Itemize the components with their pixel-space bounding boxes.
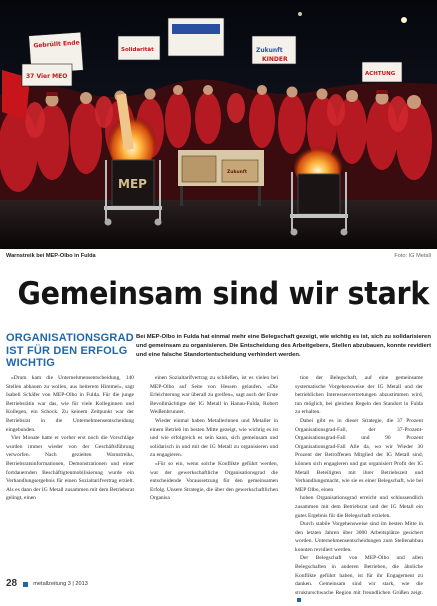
body-paragraph-text: Der Belegschaft von MEP-Olbo und allen Belegschaften in anderen Betrieben, die ähnliche Konflikte geführt haben, ist für ihr Engagement zu danken. Gemeinsam sind wir stark, wie die strukturschwache Region mit freundlichen Grüßen zeigt.	[295, 555, 423, 596]
page-footer	[6, 577, 88, 591]
body-paragraph: Durch stabile Vorgehensweise sind im besten Mitte in den letzten Jahren über 3000 Arbeitsplätze gesichert worden. Unternehmensentscheidungen zum Stellenabbau konnten revidiert werden.	[295, 521, 423, 553]
sign-text-2: 37 Vier MEO	[26, 73, 68, 80]
sign-text-3: Solidarität	[121, 47, 154, 53]
protest-photo	[0, 0, 437, 249]
body-paragraph	[295, 554, 423, 606]
photo-credit: Foto: IG Metall	[394, 253, 431, 259]
body-paragraph: einen Sozialtarifvertrag zu schließen, ist es vielen bei MEP-Olbo auf Seite von Hessen gelaufen. »Die Erleichterung war überall zu greifen«, sagt auch der Erste Bevollmächtigte der IG Metall in Hanau-Fulda, Robert Weißenbrunner.	[150, 375, 278, 416]
sign-text-5: KINDER	[262, 56, 288, 63]
body-paragraph: hohen Organisationsgrad erreicht und schlussendlich zusammen mit dem Betriebsrat und der IG Metall ein gutes Ergebnis für die Belegschaft erzielen.	[295, 495, 423, 519]
sign-text-6: ACHTUNG	[365, 71, 396, 77]
carton-label: Zukunft	[227, 170, 247, 175]
sign-text-1: Gebrüllt Ende	[33, 39, 80, 50]
body-paragraph: tion der Belegschaft, auf eine gemeinsame systematische Vorgehensweise der IG Metall und der betrieblichen Interessenvertretungen abzustimmen wird, tun möglich, bei gleichen Regeln den Standort in Fulda zu erhalten.	[295, 375, 423, 416]
protest-photo-illustration	[0, 0, 437, 249]
protest-signs	[22, 18, 402, 86]
article-lead: Bei MEP-Olbo in Fulda hat einmal mehr eine Belegschaft gezeigt, wie wichtig es ist, sich zu solidarisieren und gemeinsam zu organisieren. Die Entscheidung des Arbeitgebers, Stellen abzubauen, konnte revidiert und eine falsche Standortentscheidung verhindert werden.	[136, 334, 432, 358]
page-number: 28	[6, 578, 18, 589]
sign-text-4: Zukunft	[256, 47, 283, 54]
barrel-label: MEP	[118, 177, 147, 191]
body-paragraph: »Drum kam die Unternehmensentscheidung, 140 Stellen abbauen zu wollen, aus heiterem Himmel«, sagt Isabell Schäfer von MEP-Olbo in Fulda. Für die junge Betriebsrätin war das, wie für viele Kolleginnen und Kollegen, ein Schock. Zu keinem Zeitpunkt war der Betriebsrat in die Unternehmensentscheidung eingebunden.	[6, 375, 134, 433]
body-column-3	[295, 374, 423, 596]
body-column-2	[150, 374, 278, 588]
photo-caption-row	[6, 251, 431, 262]
body-column-1	[6, 374, 134, 588]
footer-separator-icon	[23, 582, 28, 587]
body-paragraph: Wieder einmal haben Metallerinnen und Metaller in einem Betrieb im besten Mitte gezeigt, wie wichtig es ist und wie erfolgreich es sein kann, sich gemeinsam und solidarisch in und mit der IG Metall zu organisieren und zu engagieren.	[150, 417, 278, 459]
article-headline: Gemeinsam sind wir stark	[17, 276, 430, 312]
magazine-name: metallzeitung 3 | 2013	[33, 581, 88, 587]
photo-caption: Warnstreik bei MEP-Olbo in Fulda	[6, 253, 96, 259]
article-kicker: ORGANISATIONSGRAD IST FÜR DEN ERFOLG WICHTIG	[6, 332, 134, 369]
body-paragraph: Dabei gibt es in dieser Strategie, die 37 Prozent Organisationsgrad-Fall, der 37-Prozent-Organisationsgrad-Fall und 90 Prozent Organisationsgrad-Fall Alle da, wo wir Wieder 30 Prozent der Betroffenen Mitglied der IG Metall sind, können sich engagieren und gut organisiert Profit der IG Metall Beteiligten mit ihrer Betriebszeit und Verhandlungsmacht, wie sie es einer Belegschaft, wie bei MEP Olbo, einen	[295, 417, 423, 493]
body-paragraph: Vier Monate hatte er vorher erst noch die Vorschläge wurden immer wieder von der Geschäftsführung verworfen. Nach gezielten Warnstreiks, Betriebsratsinformationen, Demonstrationen und einer fortdauernden Beschäftigtenmobilisierung wurde ein Verhandlungsergebnis für einen Sozialtarifvertrag erzielt. Als es dann der IG Metall zusammen mit dem Betriebsrat gelingt, einen	[6, 435, 134, 502]
body-paragraph: »Für so ein, wenn solche Konflikte geführt werden, war der gewerkschaftliche Organisationsgrad die entscheidende Voraussetzung für den gemeinsamen Erfolg. Unsere Strategie, die über den gewerkschaftlichen Organisa	[150, 460, 278, 502]
end-mark-icon	[297, 598, 301, 602]
